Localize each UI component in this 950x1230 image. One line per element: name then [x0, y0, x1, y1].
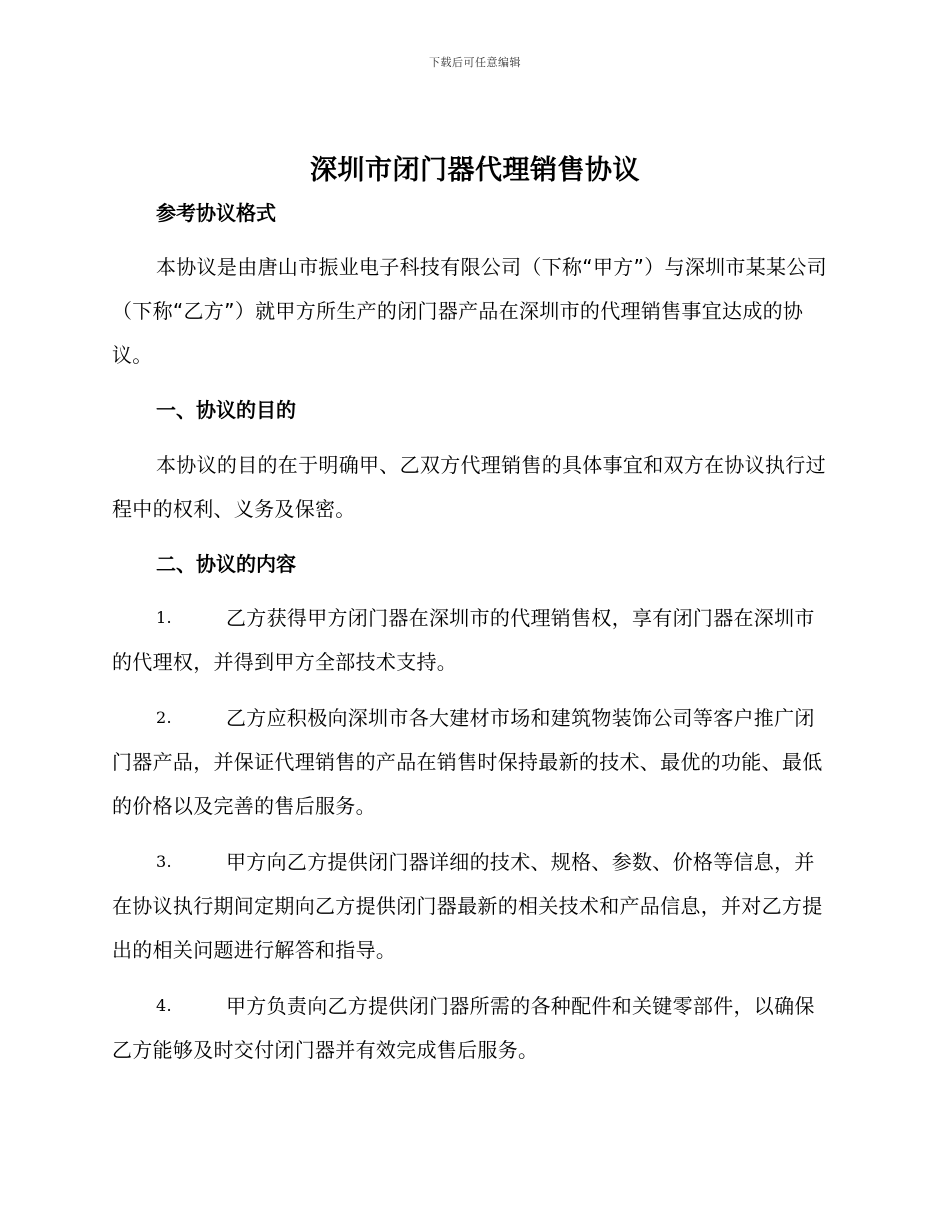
header-note: 下载后可任意编辑 [429, 56, 521, 69]
document-title: 深圳市闭门器代理销售协议 [310, 155, 640, 186]
list-item-text: 乙方应积极向深圳市各大建材市场和建筑物装饰公司等客户推广闭门器产品，并保证代理销售的产品在销售时保持最新的技术、最优的功能、最低的价格以及完善的售后服务。 [112, 706, 823, 818]
list-item-text: 甲方向乙方提供闭门器详细的技术、规格、参数、价格等信息，并在协议执行期间定期向乙方提供闭门器最新的相关技术和产品信息，并对乙方提出的相关问题进行解答和指导。 [112, 850, 823, 962]
list-item [112, 596, 834, 684]
section1-heading: 一、协议的目的 [156, 398, 296, 422]
list-item [112, 984, 834, 1072]
list-item [112, 696, 834, 828]
list-item-text: 乙方获得甲方闭门器在深圳市的代理销售权，享有闭门器在深圳市的代理权，并得到甲方全部技术支持。 [112, 606, 815, 674]
list-item [112, 840, 834, 972]
intro-paragraph: 本协议是由唐山市振业电子科技有限公司（下称“甲方”）与深圳市某某公司（下称“乙方”）就甲方所生产的闭门器产品在深圳市的代理销售事宜达成的协议。 [112, 255, 827, 367]
list-item-number: 4. [156, 996, 172, 1015]
section2-heading: 二、协议的内容 [156, 552, 296, 576]
list-item-number: 2. [156, 708, 172, 727]
document-subtitle: 参考协议格式 [156, 201, 276, 225]
list-item-number: 3. [156, 852, 172, 871]
section1-paragraph: 本协议的目的在于明确甲、乙双方代理销售的具体事宜和双方在协议执行过程中的权利、义务及保密。 [112, 453, 826, 521]
list-item-number: 1. [156, 608, 172, 627]
list-item-text: 甲方负责向乙方提供闭门器所需的各种配件和关键零部件，以确保乙方能够及时交付闭门器并有效完成售后服务。 [112, 994, 815, 1062]
